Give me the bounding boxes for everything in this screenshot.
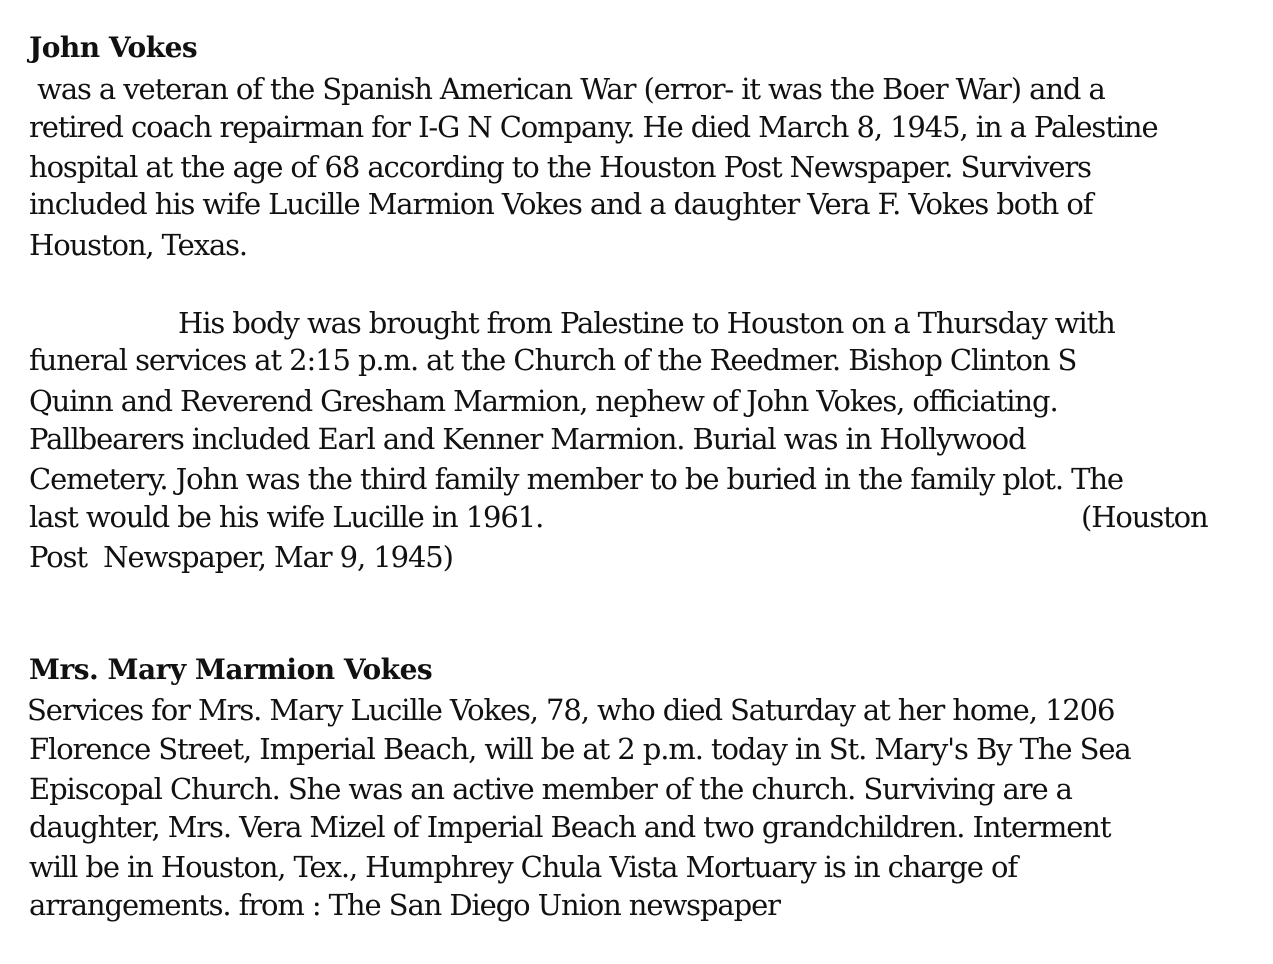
- text-line: Post Newspaper, Mar 9, 1945): [29, 540, 453, 574]
- text-line: will be in Houston, Tex., Humphrey Chula Vista Mortuary is in charge of: [29, 850, 1017, 884]
- text-line: Houston, Texas.: [29, 228, 248, 262]
- text-line: included his wife Lucille Marmion Vokes and a daughter Vera F. Vokes both of: [29, 187, 1093, 221]
- text-line: daughter, Mrs. Vera Mizel of Imperial Beach and two grandchildren. Interment: [29, 810, 1111, 844]
- entry-heading: Mrs. Mary Marmion Vokes: [29, 653, 433, 686]
- text-line: Episcopal Church. She was an active member of the church. Surviving are a: [29, 772, 1072, 806]
- text-line: last would be his wife Lucille in 1961.: [29, 500, 544, 534]
- text-line: Cemetery. John was the third family member to be buried in the family plot. The: [29, 462, 1123, 496]
- text-line: retired coach repairman for I-G N Company. He died March 8, 1945, in a Palestine: [29, 110, 1158, 144]
- text-line: funeral services at 2:15 p.m. at the Church of the Reedmer. Bishop Clinton S: [29, 343, 1077, 377]
- text-line: hospital at the age of 68 according to the Houston Post Newspaper. Survivers: [29, 150, 1091, 184]
- text-line: Quinn and Reverend Gresham Marmion, nephew of John Vokes, officiating.: [29, 384, 1058, 418]
- text-line: Florence Street, Imperial Beach, will be at 2 p.m. today in St. Mary's By The Sea: [29, 732, 1131, 766]
- text-line: arrangements. from : The San Diego Union newspaper: [29, 888, 780, 922]
- text-line: Pallbearers included Earl and Kenner Marmion. Burial was in Hollywood: [29, 422, 1026, 456]
- text-line: Services for Mrs. Mary Lucille Vokes, 78, who died Saturday at her home, 1206: [27, 693, 1115, 727]
- text-line: was a veteran of the Spanish American War (error- it was the Boer War) and a: [29, 72, 1105, 106]
- text-line: His body was brought from Palestine to Houston on a Thursday with: [178, 306, 1115, 340]
- source-citation: (Houston: [1081, 500, 1208, 534]
- entry-heading: John Vokes: [29, 31, 198, 64]
